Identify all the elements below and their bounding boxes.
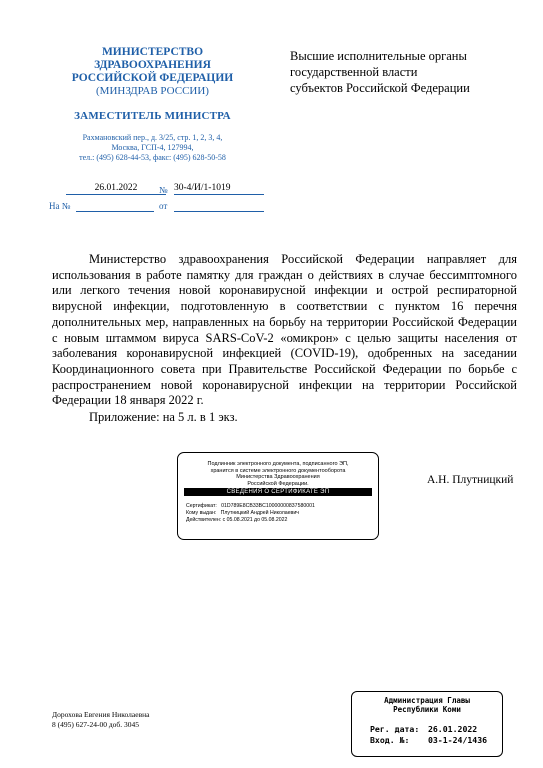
signature-header-line1: Подлинник электронного документа, подписанного ЭП, bbox=[207, 461, 349, 467]
date-field: 26.01.2022 bbox=[66, 183, 166, 195]
letterhead bbox=[45, 46, 260, 163]
ministry-name-line2: ЗДРАВООХРАНЕНИЯ bbox=[94, 59, 211, 71]
executor-info bbox=[52, 710, 149, 730]
ministry-name-line3: РОССИЙСКОЙ ФЕДЕРАЦИИ bbox=[71, 72, 234, 84]
stamp-org-line2: Республики Коми bbox=[393, 705, 461, 714]
ministry-short-name: (МИНЗДРАВ РОССИИ) bbox=[96, 85, 209, 97]
addressee bbox=[290, 48, 530, 96]
certificate-serial: Сертификат: 01D789E8CB33BC10000000837580001 bbox=[186, 503, 315, 509]
stamp-org-line1: Администрация Главы bbox=[384, 696, 470, 705]
ref-label: На № bbox=[49, 201, 71, 211]
attachment-note: Приложение: на 5 л. в 1 экз. bbox=[89, 410, 238, 425]
phone-line: тел.: (495) 628-44-53, факс: (495) 628-50-58 bbox=[79, 153, 226, 162]
registration-stamp bbox=[351, 691, 503, 757]
address-line1: Рахмановский пер., д. 3/25, стр. 1, 2, 3, 4, bbox=[82, 133, 223, 142]
stamp-incoming-number-label: Вход. №: bbox=[370, 735, 410, 745]
signature-header-line3: Министерства Здравоохранения bbox=[236, 474, 320, 480]
number-field: 30-4/И/1-1019 bbox=[174, 183, 264, 195]
number-label: № bbox=[159, 185, 168, 195]
department-title: ЗАМЕСТИТЕЛЬ МИНИСТРА bbox=[74, 110, 231, 122]
certificate-validity: Действителен: с 05.08.2021 до 05.08.2022 bbox=[186, 517, 288, 523]
body-paragraph: Министерство здравоохранения Российской Федерации направляет для использования в работе памятку для граждан о действиях в случае бессимптомного или легкого течения новой коронавирусной инфекции и острой респираторной вирусной инфекции, подготовленную в соответствии с пунктом 16 перечня дополнительных мер, направленных на борьбу на территории Российской Федерации с новым штаммом вируса SARS-CoV-2 «омикрон» с целью защиты населения от заболевания коронавирусной инфекцией (COVID-19), одобренных на заседании Координационного совета при Правительстве Российской Федерации по борьбе с распространением новой коронавирусной инфекции на территории Российской Федерации 18 января 2022 г. bbox=[52, 252, 517, 408]
certificate-details bbox=[186, 503, 378, 524]
signature-header-line2: хранится в системе электронного документооборота bbox=[210, 467, 346, 474]
address-line2: Москва, ГСП-4, 127994, bbox=[111, 143, 194, 152]
addressee-line3: субъектов Российской Федерации bbox=[290, 81, 470, 95]
signer-name: А.Н. Плутницкий bbox=[427, 474, 514, 486]
executor-phone: 8 (495) 627-24-00 доб. 3045 bbox=[52, 720, 139, 729]
certificate-owner: Кому выдан: Плутницкий Андрей Николаевич bbox=[186, 510, 299, 516]
e-signature-block bbox=[177, 452, 379, 540]
addressee-line1: Высшие исполнительные органы bbox=[290, 49, 467, 63]
doc-fields bbox=[46, 180, 271, 220]
letter-body bbox=[52, 252, 517, 426]
ministry-name-line1: МИНИСТЕРСТВО bbox=[101, 46, 204, 58]
stamp-reg-date-label: Рег. дата: bbox=[370, 724, 420, 734]
stamp-incoming-number-row bbox=[370, 735, 502, 746]
stamp-incoming-number-value: 03-1-24/1436 bbox=[427, 735, 488, 745]
stamp-reg-date-value: 26.01.2022 bbox=[427, 724, 478, 734]
addressee-line2: государственной власти bbox=[290, 65, 418, 79]
signature-header bbox=[178, 461, 378, 487]
signature-header-line4: Российской Федерации. bbox=[247, 480, 309, 487]
executor-name: Дорохова Евгения Николаевна bbox=[52, 710, 150, 719]
stamp-organization bbox=[352, 696, 502, 714]
certificate-info-bar: СВЕДЕНИЯ О СЕРТИФИКАТЕ ЭП bbox=[184, 488, 372, 496]
from-label: от bbox=[159, 201, 168, 211]
stamp-reg-date-row bbox=[370, 724, 502, 735]
ref-date-field bbox=[174, 200, 264, 212]
ref-number-field bbox=[76, 200, 154, 212]
